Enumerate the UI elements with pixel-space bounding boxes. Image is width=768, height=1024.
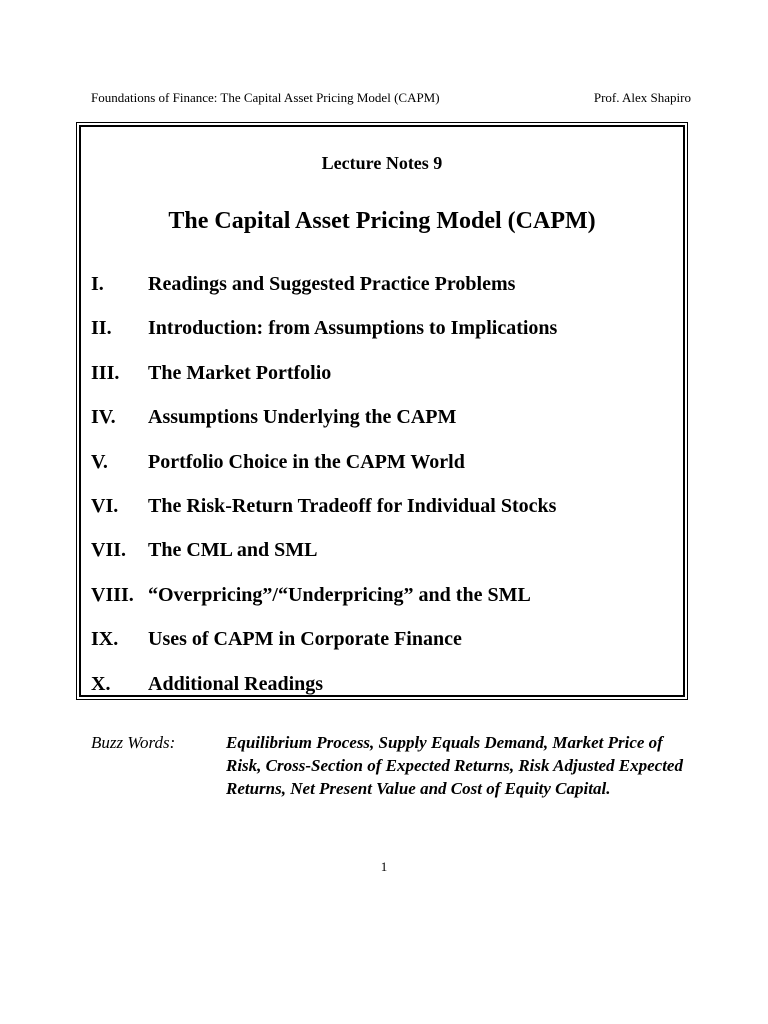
toc-text: “Overpricing”/“Underpricing” and the SML	[148, 583, 531, 606]
lecture-number: Lecture Notes 9	[321, 153, 443, 173]
toc-number: VI.	[91, 494, 119, 517]
toc-item	[91, 492, 681, 536]
toc-text: Assumptions Underlying the CAPM	[148, 406, 457, 429]
toc-item	[91, 581, 681, 625]
toc-text: Uses of CAPM in Corporate Finance	[148, 628, 462, 651]
toc-text: Introduction: from Assumptions to Implications	[148, 317, 558, 340]
header-course-title: Foundations of Finance: The Capital Asset Pricing Model (CAPM)	[91, 90, 440, 105]
toc-item	[91, 403, 681, 447]
toc-number: X.	[91, 672, 111, 695]
toc-item	[91, 670, 681, 714]
toc-item	[91, 536, 681, 580]
toc-item	[91, 359, 681, 403]
table-of-contents	[91, 270, 681, 714]
toc-item	[91, 314, 681, 358]
toc-number: VII.	[91, 539, 127, 562]
toc-number: IV.	[91, 406, 116, 429]
toc-item	[91, 270, 681, 314]
toc-text: The Risk-Return Tradeoff for Individual Stocks	[148, 494, 557, 517]
toc-text: The Market Portfolio	[148, 361, 332, 384]
buzz-words-text: Equilibrium Process, Supply Equals Demand, Market Price of Risk, Cross-Section of Expected Returns, Risk Adjusted Expected Returns, Net Present Value and Cost of Equity Capital.	[226, 733, 683, 798]
toc-number: II.	[91, 317, 112, 340]
toc-number: I.	[91, 273, 104, 295]
toc-number: VIII.	[91, 583, 134, 606]
header-author: Prof. Alex Shapiro	[593, 90, 691, 105]
toc-item	[91, 625, 681, 669]
toc-text: Portfolio Choice in the CAPM World	[148, 450, 465, 473]
toc-number: IX.	[91, 628, 119, 651]
toc-text: The CML and SML	[148, 539, 318, 562]
toc-number: III.	[91, 361, 120, 384]
toc-number: V.	[91, 450, 108, 473]
toc-item	[91, 448, 681, 492]
toc-text: Readings and Suggested Practice Problems	[148, 273, 516, 295]
buzz-words-label: Buzz Words:	[91, 733, 176, 752]
page-number: 1	[380, 859, 388, 874]
page-title: The Capital Asset Pricing Model (CAPM)	[168, 208, 596, 234]
toc-text: Additional Readings	[148, 672, 324, 695]
